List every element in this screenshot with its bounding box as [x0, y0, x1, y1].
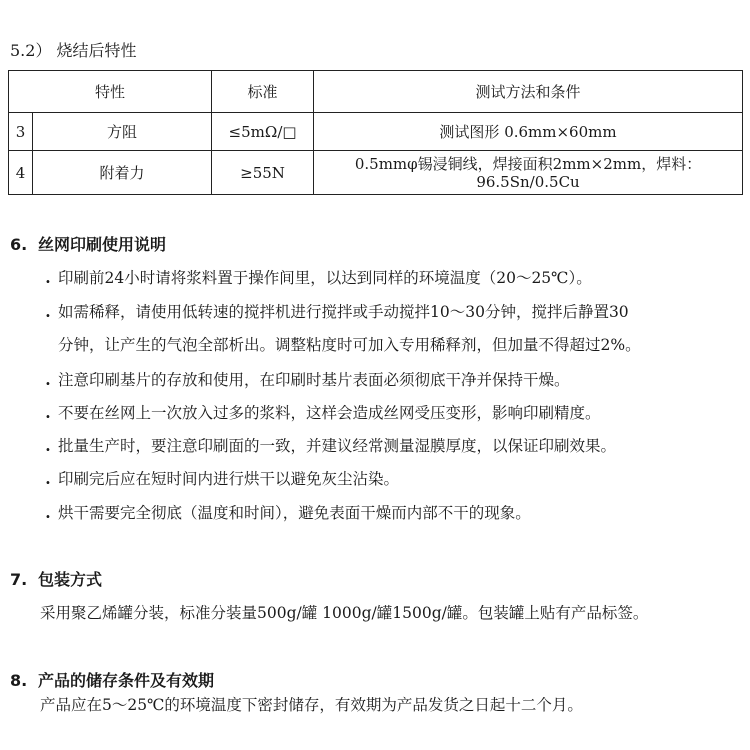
list-item: . 不要在丝网上一次放入过多的浆料，这样会造成丝网受压变形，影响印刷精度。: [38, 401, 601, 423]
bullet-icon: .: [45, 268, 51, 287]
properties-table: [8, 70, 743, 195]
section-number: 7.: [10, 570, 28, 589]
bullet-icon: .: [45, 370, 51, 389]
row-standard: ≥55N: [212, 151, 314, 195]
list-item: . 批量生产时，要注意印刷面的一致，并建议经常测量湿膜厚度，以保证印刷效果。: [38, 434, 616, 456]
bullet-icon: .: [45, 469, 51, 488]
section-number: 6.: [10, 235, 28, 254]
header-method: 测试方法和条件: [314, 71, 743, 113]
section-7-heading: [10, 567, 102, 590]
row-property: 方阻: [33, 113, 212, 151]
header-standard: 标准: [212, 71, 314, 113]
table-row: [9, 113, 743, 151]
section-title: 产品的储存条件及有效期: [38, 671, 215, 690]
subsection-title: 5.2） 烧结后特性: [10, 41, 137, 60]
bullet-icon: .: [45, 302, 51, 321]
packaging-text: 采用聚乙烯罐分装，标准分装量500g/罐 1000g/罐1500g/罐。包装罐上贴有产品标签。: [40, 604, 649, 622]
list-item: . 印刷完后应在短时间内进行烘干以避免灰尘沾染。: [38, 467, 399, 489]
bullet-icon: .: [45, 503, 51, 522]
bullet-icon: .: [45, 436, 51, 455]
list-item-continuation: 分钟，让产生的气泡全部析出。调整粘度时可加入专用稀释剂，但加量不得超过2%。: [58, 336, 641, 354]
section-title: 丝网印刷使用说明: [38, 235, 167, 254]
method-line: 测试图形 0.6mm×60mm: [439, 122, 617, 141]
storage-text: 产品应在5～25℃的环境温度下密封储存，有效期为产品发货之日起十二个月。: [40, 696, 583, 714]
section-6-heading: [10, 232, 166, 255]
row-number: 4: [9, 151, 33, 195]
section-8-heading: [10, 668, 214, 691]
bullet-icon: .: [45, 403, 51, 422]
table-header-row: [9, 71, 743, 113]
row-method: [314, 113, 743, 151]
table-row: [9, 151, 743, 195]
row-method: [314, 151, 743, 195]
row-number: 3: [9, 113, 33, 151]
row-property: 附着力: [33, 151, 212, 195]
list-item: . 印刷前24小时请将浆料置于操作间里，以达到同样的环境温度（20～25℃）。: [38, 266, 592, 288]
method-line: 96.5Sn/0.5Cu: [476, 172, 580, 191]
section-title: 包装方式: [38, 570, 103, 589]
row-standard: ≤5mΩ/□: [212, 113, 314, 151]
list-item: . 如需稀释，请使用低转速的搅拌机进行搅拌或手动搅拌10～30分钟，搅拌后静置30: [38, 300, 629, 322]
section-number: 8.: [10, 671, 28, 690]
list-item: . 注意印刷基片的存放和使用，在印刷时基片表面必须彻底干净并保持干燥。: [38, 368, 570, 390]
method-line: 0.5mmφ锡浸铜线，焊接面积2mm×2mm，焊料：: [354, 154, 702, 173]
list-item: . 烘干需要完全彻底（温度和时间），避免表面干燥而内部不干的现象。: [38, 501, 531, 523]
header-property: 特性: [9, 71, 212, 113]
